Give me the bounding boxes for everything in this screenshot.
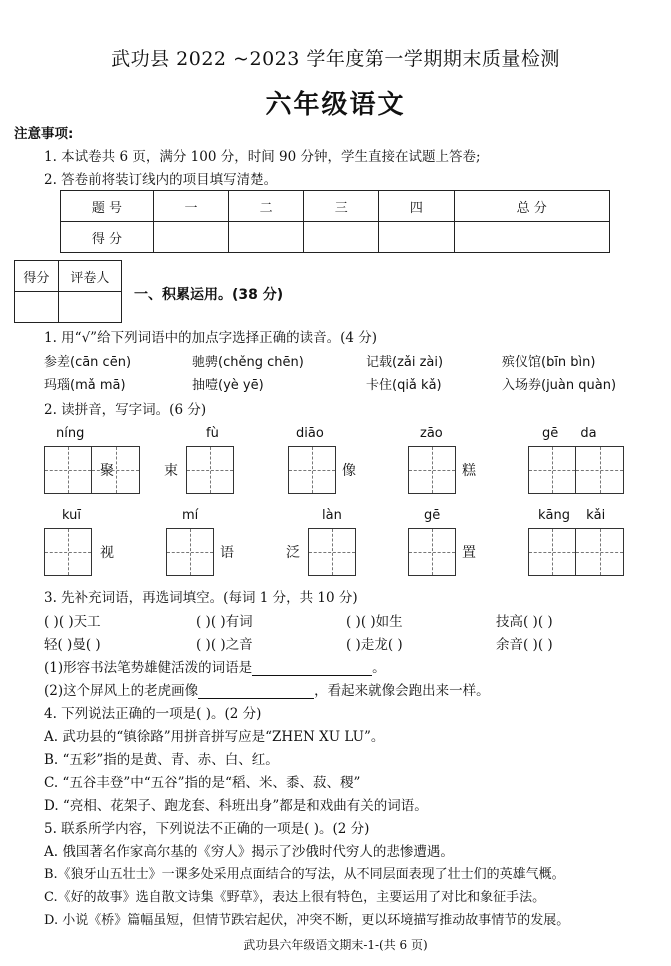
q2-pinyin: zāo	[420, 426, 443, 441]
q2-char: 糕	[462, 463, 476, 479]
q3-fill-1-text: (1)形容书法笔势雄健活泼的词语是	[44, 660, 253, 676]
note-item-1: 1. 本试卷共 6 页，满分 100 分，时间 90 分钟，学生直接在试题上答卷;	[44, 149, 481, 165]
q2-pinyin: diāo	[296, 426, 324, 441]
score-header-cell: 一	[154, 191, 229, 222]
exam-subtitle: 六年级语文	[265, 90, 406, 120]
writing-cell[interactable]	[166, 528, 214, 576]
q2-char: 泛	[286, 545, 300, 561]
q3-fill-1-blank[interactable]	[252, 661, 372, 676]
q1-stem: 1. 用“√”给下列词语中的加点字选择正确的读音。(4 分)	[44, 330, 377, 346]
q2-pinyin: gē da	[542, 426, 597, 441]
q5-stem: 5. 联系所学内容，下列说法不正确的一项是( )。(2 分)	[44, 821, 370, 837]
score-blank-cell[interactable]	[154, 222, 229, 253]
writing-cell[interactable]	[576, 446, 624, 494]
q3-fill-1-end: 。	[372, 660, 386, 676]
score-header-cell: 题 号	[61, 191, 154, 222]
score-blank-cell[interactable]	[454, 222, 610, 253]
q2-writing-grid[interactable]	[308, 528, 356, 576]
note-item-2: 2. 答卷前将装订线内的项目填写清楚。	[44, 172, 278, 188]
q3-fill-2	[44, 679, 490, 699]
q3-fill-2-blank[interactable]	[198, 684, 314, 699]
writing-cell[interactable]	[44, 528, 92, 576]
q2-writing-grid[interactable]	[44, 528, 92, 576]
q2-writing-grid[interactable]	[528, 528, 624, 576]
q2-pinyin: gē	[424, 508, 441, 523]
q2-writing-grid[interactable]	[186, 446, 234, 494]
score-header-cell: 三	[304, 191, 379, 222]
writing-cell[interactable]	[308, 528, 356, 576]
q1-item[interactable]: 参差(cān cēn)	[44, 355, 132, 370]
score-blank-cell[interactable]	[229, 222, 304, 253]
score-table	[60, 190, 610, 253]
writing-cell[interactable]	[408, 528, 456, 576]
writing-cell[interactable]	[186, 446, 234, 494]
q5-option-d[interactable]: D. 小说《桥》篇幅虽短，但情节跌宕起伏，冲突不断，更以环境描写推动故事情节的发展。	[44, 913, 570, 928]
q2-writing-grid[interactable]	[528, 446, 624, 494]
q3-idiom[interactable]: ( )( )天工	[44, 614, 101, 630]
q3-fill-2-text: (2)这个屏风上的老虎画像	[44, 683, 199, 699]
grader-name-blank[interactable]	[58, 292, 121, 323]
q2-char: 语	[220, 545, 234, 561]
writing-cell[interactable]	[288, 446, 336, 494]
q2-char: 置	[462, 545, 476, 561]
q2-pinyin: kāng kǎi	[538, 508, 606, 523]
q4-option-a[interactable]: A. 武功县的“镇徐路”用拼音拼写应是“ZHEN XU LU”。	[44, 729, 385, 745]
q2-pinyin: làn	[322, 508, 342, 523]
q2-pinyin: níng	[56, 426, 85, 441]
q3-idiom[interactable]: ( )( )如生	[346, 614, 403, 630]
q1-item[interactable]: 殡仪馆(bīn bìn)	[502, 355, 596, 370]
q3-idiom[interactable]: 技高( )( )	[496, 614, 553, 630]
q2-writing-grid[interactable]	[408, 528, 456, 576]
q1-item[interactable]: 玛瑙(mǎ mā)	[44, 378, 126, 393]
q5-option-a[interactable]: A. 俄国著名作家高尔基的《穷人》揭示了沙俄时代穷人的悲惨遭遇。	[44, 844, 454, 860]
q1-item[interactable]: 驰骋(chěng chēn)	[192, 355, 304, 370]
q4-option-b[interactable]: B. “五彩”指的是黄、青、赤、白、红。	[44, 752, 279, 768]
q3-idiom[interactable]: ( )( )之音	[196, 637, 253, 653]
q3-fill-2-end: ，看起来就像会跑出来一样。	[314, 683, 490, 699]
q2-char: 视	[100, 545, 114, 561]
q2-char: 像	[342, 463, 356, 479]
q3-idiom[interactable]: ( )( )有词	[196, 614, 253, 630]
q3-fill-1	[44, 656, 386, 676]
writing-cell[interactable]	[528, 446, 576, 494]
score-blank-cell[interactable]	[304, 222, 379, 253]
q3-idiom[interactable]: 余音( )( )	[496, 637, 553, 653]
writing-cell[interactable]	[44, 446, 92, 494]
exam-title: 武功县 2022 ~2023 学年度第一学期期末质量检测	[111, 48, 560, 70]
grader-name-label: 评卷人	[58, 261, 121, 292]
score-blank-cell[interactable]	[379, 222, 454, 253]
q1-item[interactable]: 抽噎(yè yē)	[192, 378, 264, 393]
score-header-cell: 二	[229, 191, 304, 222]
q2-char: 聚	[100, 463, 114, 479]
page-footer: 武功县六年级语文期末-1-(共 6 页)	[243, 938, 428, 952]
q1-item[interactable]: 入场券(juàn quàn)	[502, 378, 617, 393]
q3-idiom[interactable]: ( )走龙( )	[346, 637, 403, 653]
score-header-cell: 总 分	[454, 191, 610, 222]
q2-char: 束	[164, 463, 178, 479]
q2-pinyin: mí	[182, 508, 199, 523]
notes-heading: 注意事项:	[14, 126, 74, 142]
grader-score-label: 得分	[15, 261, 59, 292]
grader-table	[14, 260, 122, 323]
q2-writing-grid[interactable]	[166, 528, 214, 576]
q2-writing-grid[interactable]	[288, 446, 336, 494]
q2-pinyin: kuī	[62, 508, 81, 523]
q1-item[interactable]: 记载(zǎi zài)	[366, 355, 444, 370]
writing-cell[interactable]	[576, 528, 624, 576]
q5-option-b[interactable]: B.《狼牙山五壮士》一课多处采用点面结合的写法，从不同层面表现了壮士们的英雄气概。	[44, 867, 565, 882]
q5-option-c[interactable]: C.《好的故事》选自散文诗集《野草》，表达上很有特色，主要运用了对比和象征手法。	[44, 890, 546, 905]
score-row-label: 得 分	[61, 222, 154, 253]
q1-item[interactable]: 卡住(qiǎ kǎ)	[366, 378, 442, 393]
section1-title: 一、积累运用。(38 分)	[134, 287, 284, 303]
q4-stem: 4. 下列说法正确的一项是( )。(2 分)	[44, 706, 262, 722]
writing-cell[interactable]	[528, 528, 576, 576]
q3-idiom[interactable]: 轻( )曼( )	[44, 637, 101, 653]
q4-option-d[interactable]: D. “亮相、花架子、跑龙套、科班出身”都是和戏曲有关的词语。	[44, 798, 428, 814]
q2-pinyin: fù	[206, 426, 219, 441]
grader-score-blank[interactable]	[15, 292, 59, 323]
score-header-cell: 四	[379, 191, 454, 222]
q2-writing-grid[interactable]	[44, 446, 140, 494]
q2-stem: 2. 读拼音，写字词。(6 分)	[44, 402, 207, 418]
q3-stem: 3. 先补充词语，再选词填空。(每词 1 分，共 10 分)	[44, 590, 358, 606]
q2-writing-grid[interactable]	[408, 446, 456, 494]
writing-cell[interactable]	[408, 446, 456, 494]
q4-option-c[interactable]: C. “五谷丰登”中“五谷”指的是“稻、米、黍、菽、稷”	[44, 775, 361, 791]
